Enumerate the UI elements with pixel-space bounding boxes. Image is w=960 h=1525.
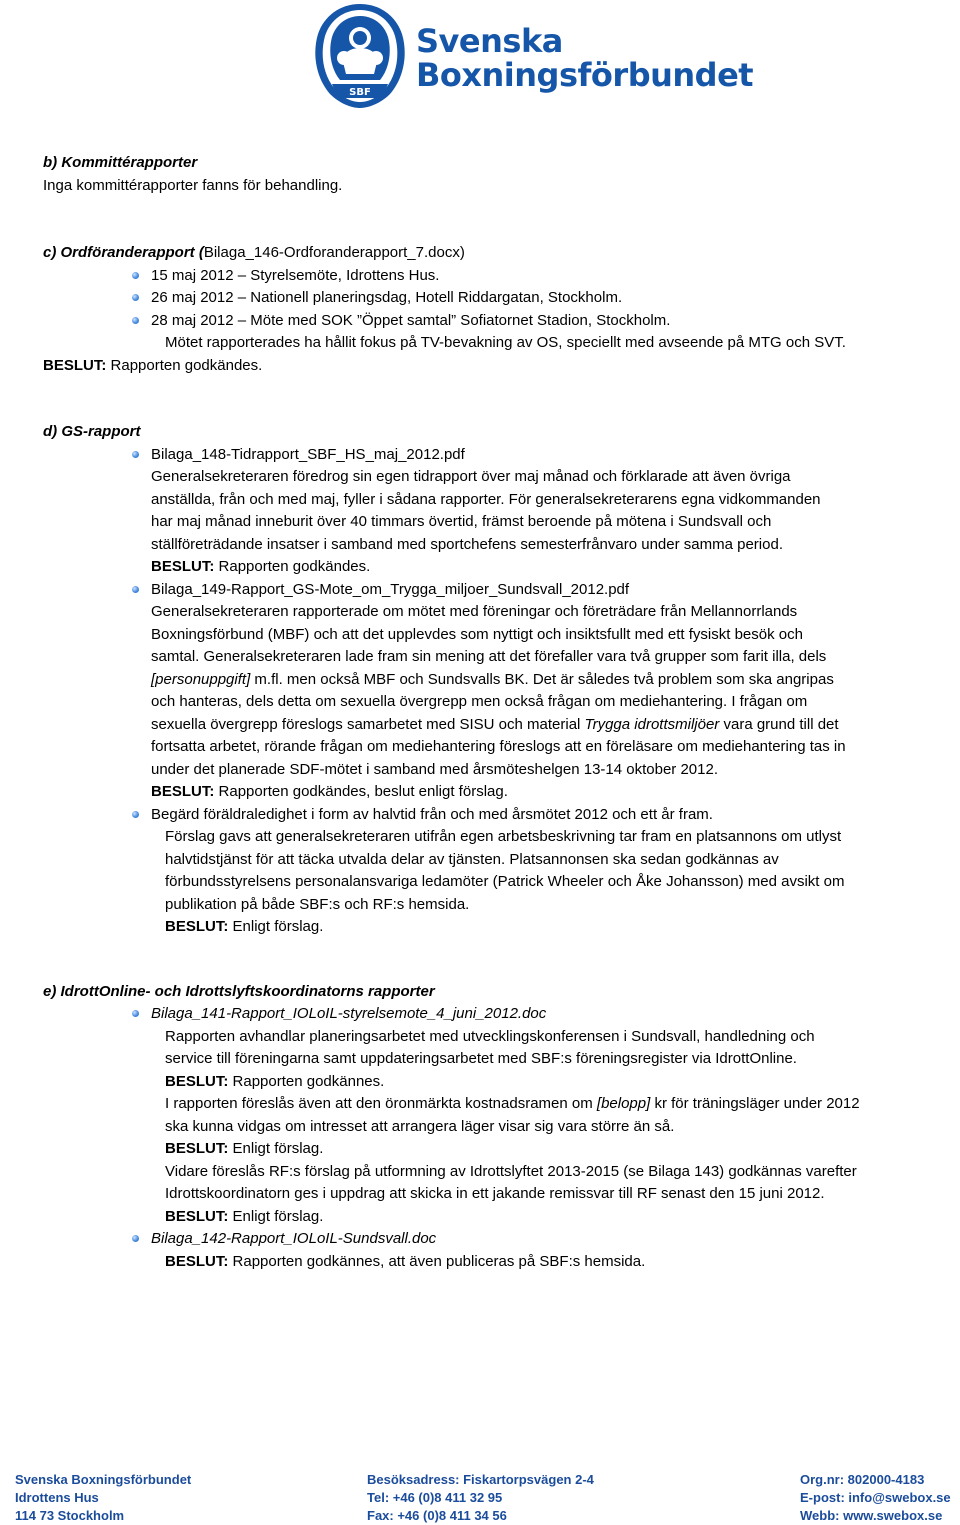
decision: BESLUT: Rapporten godkännes. — [165, 1072, 385, 1090]
list-item — [43, 1228, 958, 1273]
website-link[interactable]: Webb: www.swebox.se — [800, 1508, 943, 1523]
section-e-list — [43, 1003, 958, 1273]
section-d-list — [43, 444, 958, 939]
attachment-filename: Bilaga_148-Tidrapport_SBF_HS_maj_2012.pdf — [151, 445, 465, 463]
footer-org-column: Org.nr: 802000-4183 E-post: info@swebox.se Webb: www.swebox.se — [800, 1472, 951, 1523]
org-logo-text — [416, 24, 753, 92]
attachment-filename: Bilaga_149-Rapport_GS-Mote_om_Trygga_miljoer_Sundsvall_2012.pdf — [151, 580, 630, 598]
section-d-title: d) GS-rapport — [43, 423, 141, 440]
list-item: Begärd föräldraledighet i form av halvtid från och med årsmötet 2012 och ett år fram. Förslag gavs att generalsekreteraren utifrån egen arbetsbeskrivning tar fram en platsannons om utlyst halvtidstjänst för att täcka utvalda delar av tjänsten. Platsannonsen ska sedan godkännas av förbundsstyrelsens personalansvariga ledamöter (Patrick Wheeler och Åke Johansson) med avsikt om publikation på både SBF:s och RF:s hemsida. BESLUT: Enligt förslag. — [43, 804, 958, 939]
footer-contact-column: Besöksadress: Fiskartorpsvägen 2-4 Tel: +46 (0)8 411 32 95 Fax: +46 (0)8 411 34 56 — [367, 1472, 594, 1523]
list-item: 15 maj 2012 – Styrelsemöte, Idrottens Hus. — [43, 265, 958, 288]
section-c-title-file: Bilaga_146-Ordforanderapport_7.docx — [203, 244, 460, 261]
sbf-emblem-icon — [310, 2, 410, 110]
decision: BESLUT: Enligt förslag. — [165, 918, 324, 935]
section-c-list — [43, 265, 958, 333]
section-c-decision: BESLUT: Rapporten godkändes. — [43, 356, 263, 374]
document-body — [43, 152, 958, 1273]
decision: BESLUT: Rapporten godkändes, beslut enligt förslag. — [151, 783, 508, 800]
section-e-title: e) IdrottOnline- och Idrottslyftskoordinatorns rapporter — [43, 982, 435, 1000]
list-item: Bilaga_148-Tidrapport_SBF_HS_maj_2012.pdf Generalsekreteraren föredrog sin egen tidrapport över maj månad och förklarade att även övriga anställda, från och med maj, fyller i sådana rapporter. För generalsekreterarens egna vidkommanden har maj månad inneburit över 40 timmars övertid, främst beroende på mötena i Sundsvall och ställföreträdande insatser i samband med sportchefens semesterfrånvaro under samma period. BESLUT: Rapporten godkändes. — [43, 444, 958, 579]
list-item-title: Begärd föräldraledighet i form av halvtid från och med årsmötet 2012 och ett år fram. — [151, 805, 713, 823]
list-item: Bilaga_141-Rapport_IOLoIL-styrelsemote_4_juni_2012.doc Rapporten avhandlar planeringsarbetet med utvecklingskonferensen i Sundsvall, handledning och service till föreningarna samt uppdateringsarbetet med SBF:s föreningsregister via IdrottOnline. BESLUT: Rapporten godkännes. I rapporten föreslås även att den öronmärkta kostnadsramen om [belopp] kr för träningsläger under 2012 ska kunna vidgas om intresset att arrangera läger visar sig vara större än så. BESLUT: Enligt förslag. Vidare föreslås RF:s förslag på utformning av Idrottslyftet 2013-2015 (se Bilaga 143) godkännas varefter Idrottskoordinatorn ges i uppdrag att skicka in ett jakande remissvar till RF senast den 15 juni 2012. BESLUT: Enligt förslag. — [43, 1003, 958, 1228]
org-name-line2: Boxningsförbundet — [416, 56, 754, 94]
page-footer — [15, 1471, 955, 1525]
section-b-text: Inga kommittérapporter fanns för behandling. — [43, 176, 343, 194]
decision: BESLUT: Enligt förslag. — [165, 1140, 324, 1157]
org-name-line1: Svenska — [416, 22, 563, 60]
list-item: 28 maj 2012 – Möte med SOK ”Öppet samtal” Sofiatornet Stadion, Stockholm. — [43, 310, 958, 333]
footer-address-column: Svenska Boxningsförbundet Idrottens Hus 114 73 Stockholm — [15, 1472, 192, 1523]
decision: BESLUT: Rapporten godkändes. — [151, 558, 371, 575]
list-item: 26 maj 2012 – Nationell planeringsdag, Hotell Riddargatan, Stockholm. — [43, 287, 958, 310]
section-c-title: c) Ordföranderapport (Bilaga_146-Ordforanderapport_7.docx) — [43, 244, 465, 261]
section-c-note: Mötet rapporterades ha hållit fokus på TV-bevakning av OS, speciellt med avseende på MTG och SVT. — [165, 334, 846, 351]
attachment-filename: Bilaga_142-Rapport_IOLoIL-Sundsvall.doc — [151, 1230, 437, 1247]
email-link[interactable]: E-post: info@swebox.se — [800, 1490, 951, 1505]
decision: BESLUT: Rapporten godkännes, att även publiceras på SBF:s hemsida. — [165, 1252, 646, 1270]
attachment-filename: Bilaga_141-Rapport_IOLoIL-styrelsemote_4_juni_2012.doc — [151, 1005, 547, 1022]
list-item: Bilaga_149-Rapport_GS-Mote_om_Trygga_miljoer_Sundsvall_2012.pdf Generalsekreteraren rapporterade om mötet med föreningar och företrädare från Mellannorrlands Boxningsförbund (MBF) och att det upplevdes som nyttigt och insiktsfullt med ett fysiskt besök och samtal. Generalsekreteraren lade fram sin mening att det förefaller vara två grupper som farit illa, dels [personuppgift] m.fl. men också MBF och Sundsvalls BK. Det är således två problem som ska angripas och hanteras, dels detta om sexuella övergrepp men också frågan om mediehantering. I frågan om sexuella övergrepp föreslogs samarbetet med SISU och material Trygga idrottsmiljöer vara grund till det fortsatta arbetet, rörande frågan om mediehantering föreslogs att en föreläsare om mediehantering tas in under det planerade SDF-mötet i samband med årsmöteshelgen 13-14 oktober 2012. BESLUT: Rapporten godkändes, beslut enligt förslag. — [43, 579, 958, 804]
decision: BESLUT: Enligt förslag. — [165, 1207, 324, 1225]
emblem-text: SBF — [349, 87, 371, 98]
section-b-title: b) Kommittérapporter — [43, 154, 198, 171]
header-logo — [300, 2, 754, 112]
